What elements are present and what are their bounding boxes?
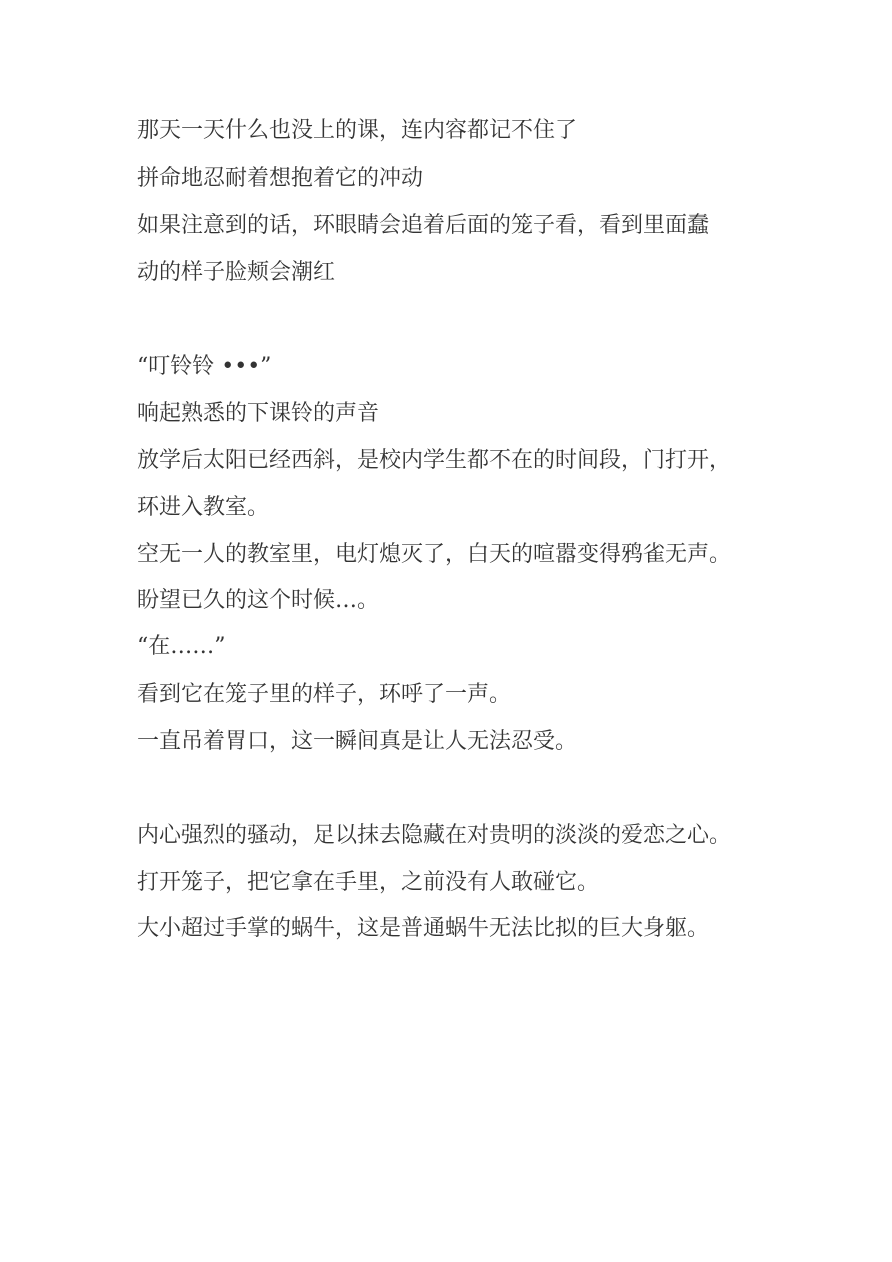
text-line: 一直吊着胃口，这一瞬间真是让人无法忍受。 [137, 729, 578, 754]
text-line: 大小超过手掌的蜗牛，这是普通蜗牛无法比拟的巨大身躯。 [137, 916, 710, 941]
text-line: 看到它在笼子里的样子，环呼了一声。 [137, 682, 512, 707]
text-line: 打开笼子，把它拿在手里，之前没有人敢碰它。 [137, 870, 600, 895]
text-line: 如果注意到的话，环眼睛会追着后面的笼子看，看到里面蠢 [137, 213, 710, 238]
text-line: 内心强烈的骚动，足以抹去隐藏在对贵明的淡淡的爱恋之心。 [137, 823, 732, 848]
text-line: 动的样子脸颊会潮红 [137, 260, 336, 285]
text-line: 响起熟悉的下课铃的声音 [137, 401, 380, 426]
text-line: 盼望已久的这个时候…。 [137, 588, 380, 613]
text-line: 空无一人的教室里，电灯熄灭了，白天的喧嚣变得鸦雀无声。 [137, 542, 732, 567]
text-line: 拼命地忍耐着想抱着它的冲动 [137, 166, 424, 191]
text-line: 那天一天什么也没上的课，连内容都记不住了 [137, 118, 578, 143]
text-line: 环进入教室。 [137, 495, 270, 520]
text-line: “叮铃铃 •••” [137, 354, 272, 379]
text-line: 放学后太阳已经西斜，是校内学生都不在的时间段，门打开， [137, 448, 732, 473]
text-line: “在……” [137, 634, 226, 659]
